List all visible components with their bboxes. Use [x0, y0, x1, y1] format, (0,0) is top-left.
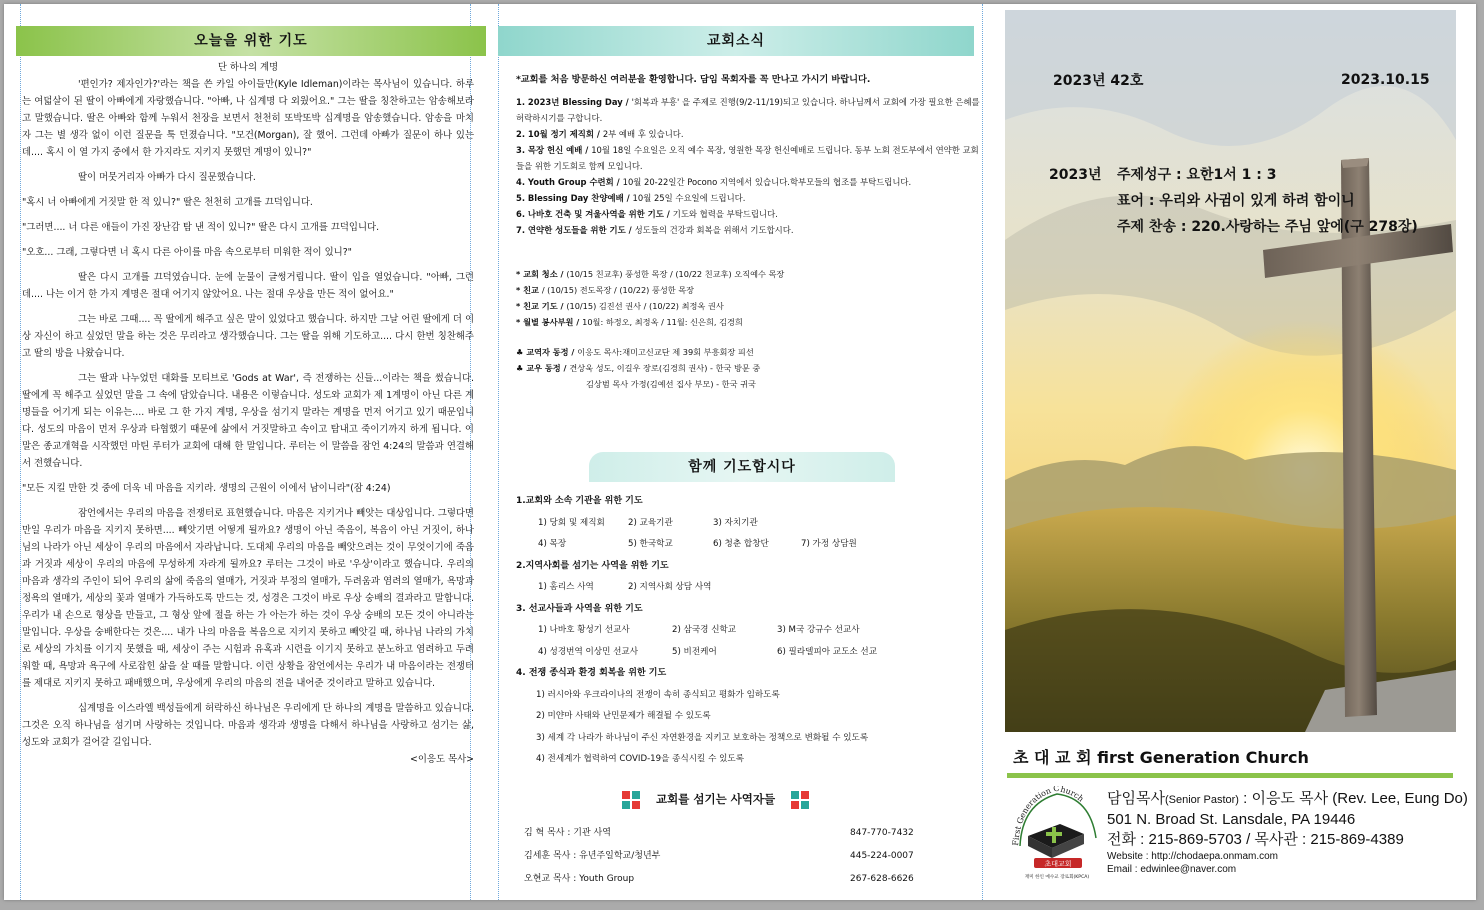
staff-title: 교회를 섬기는 사역자들 [656, 792, 776, 806]
devotional-paragraph: 잠언에서는 우리의 마음을 전쟁터로 표현했습니다. 마음은 지키거나 빼앗는 대상입니다. 그렇다면 만일 우리가 마음을 지키지 못하면.... 빼앗기면 어떻게 될까요? 생명이 아닌 죽음이, 복음이 아닌 거짓이, 하나님의 나라가 아닌 세상이 우리의 마음에서 자라납니다. 도대체 우리의 마음을 빼앗으려는 것이 무엇이기에 죽음과 거짓과 세상이 우리의 마음에 무성하게 자라게 될까요? 루터는 그것이 바로 '우상'이라고 했습니다. 우리의 마음과 생각의 주인이 되어 우리의 삶에 죽음의 열매가, 거짓과 부정의 열매가, 두려움과 염려의 열매가, 욕망과 정욕의 열매가, 세상의 꽃과 열매가 가득하도록 만드는 것, 성경은 그것이 바로 우상 숭배의 결과라고 말합니다. 우리가 내 손으로 형상을 만들고, 그 형상 앞에 절을 하는 가 아는가 하는 것이 우상 숭배의 모든 것이 아니라는 말입니다. 우상을 숭배한다는 것은.... 내가 나의 마음을 복음으로 지키지 못하고 빼앗길 때, 하나님 나라의 가치로 세상의 가치를 이기지 못했을 때, 세상이 주는 시험과 유혹과 시련을 이기지 못하고 분노하고 염려하고 두려워할 때, 욕망과 욕구에 사로잡힌 삶을 살 때를 말합니다. 이런 상황을 잠언에서는 우리가 내 마음이라는 전쟁터를 제대로 지키지 못하고 패배했으며, 우상에게 우리의 마음의 전을 내어준 것이라고 말하고 있습니다. [22, 508, 474, 689]
devotional-subtitle: 단 하나의 계명 [217, 62, 279, 73]
church-address: 501 N. Broad St. Lansdale, PA 19446 [1107, 811, 1356, 828]
church-email[interactable]: Email : edwinlee@naver.com [1107, 864, 1237, 875]
duty-item: * 친교 기도 / (10/15) 김진선 권사 / (10/22) 최정옥 권사 [516, 301, 724, 311]
devotional-paragraph: "그러면.... 너 다른 애들이 가진 장난감 탐 낸 적이 있니?" 딸은 다시 고개를 끄덕입니다. [22, 222, 380, 233]
issue-number: 2023년 42호 [1053, 73, 1144, 89]
prayer-line: 1) 러시아와 우크라이나의 전쟁이 속히 종식되고 평화가 임하도록 [536, 689, 780, 700]
pray-together-header: 함께 기도합시다 [589, 452, 895, 482]
devotional-paragraph: 딸이 머뭇거리자 아빠가 다시 질문했습니다. [78, 172, 256, 183]
devotional-signature: <이응도 목사> [410, 754, 474, 765]
church-news-header: 교회소식 [498, 26, 974, 56]
staff-header [622, 789, 842, 809]
cover-image [1005, 10, 1456, 732]
church-name: 초 대 교 회 first Generation Church [1013, 748, 1309, 767]
bulletin-sheet [4, 4, 1476, 900]
staff-list [524, 822, 944, 891]
divider-bar [1007, 773, 1453, 778]
devotional-paragraph: 그는 바로 그때.... 꼭 딸에게 해주고 싶은 말이 있었다고 했습니다. 하지만 그날 어린 딸에게 더 이상 자신이 하고 싶었던 말을 하는 것은 무리라고 생각했습니다. 그는 딸을 위해 기도하고.... 다시 한번 칭찬해주고 딸의 방을 나왔습니다. [22, 314, 474, 359]
prayer-section-title: 1.교회와 소속 기관을 위한 기도 [516, 496, 643, 506]
church-phone: 전화 : 215-869-5703 / 목사관 : 215-869-4389 [1107, 831, 1404, 848]
theme-verse: 주제성구 : 요한1서 1 : 3 [1117, 167, 1277, 183]
margin-guide [498, 4, 499, 900]
church-logo [1012, 786, 1102, 882]
duty-item: * 월별 봉사부원 / 10월: 하정오, 최정옥 / 11월: 신은희, 김경희 [516, 317, 743, 327]
margin-guide [20, 4, 21, 900]
svg-text:First Generation Church: First Generation Church [1012, 786, 1086, 847]
staff-row: 오현교 목사 : Youth Group 267-628-6626 [524, 874, 914, 884]
visit-item: ♣ 교역자 동정 / 이응도 목사:재미고신교단 제 39회 부흥회장 피선 [516, 347, 754, 357]
prayer-row: 4) 성경번역 이상민 선교사 5) 비전케어 6) 필라델피아 교도소 선교 [538, 646, 878, 657]
prayer-line: 4) 전세계가 협력하여 COVID-19을 종식시킬 수 있도록 [536, 754, 745, 764]
devotional-paragraph: "혹시 너 아빠에게 거짓말 한 적 있니?" 딸은 천천히 고개를 끄덕입니다. [22, 197, 313, 208]
devotional-paragraph: "오호... 그래, 그렇다면 너 혹시 다른 아이를 마음 속으로부터 미워한 적이 있니?" [22, 247, 352, 258]
prayer-row: 4) 목장 5) 한국학교 6) 청춘 합창단 7) 가정 상담원 [538, 539, 857, 549]
staff-row: 김세훈 목사 : 유년주일학교/청년부 445-224-0007 [524, 851, 914, 861]
news-item: 3. 목장 헌신 예배 / 10월 18일 수요일은 오직 예수 목장, 영원한 목장 헌신예배로 드립니다. 동부 노회 전도부에서 연약한 교회들을 위한 기도회로 함께 모입니다. [516, 145, 979, 171]
cross-block-icon [622, 791, 640, 809]
prayer-row: 1) 나바호 황성기 선교사 2) 삼국경 신학교 3) M국 강규수 선교사 [538, 625, 860, 635]
news-item: 4. Youth Group 수련회 / 10월 20-22일간 Pocono 지역에서 있습니다.학부모들의 협조를 부탁드립니다. [516, 177, 912, 187]
news-item: 6. 나바호 건축 및 겨울사역을 위한 기도 / 기도와 협력을 부탁드립니다. [516, 209, 778, 219]
prayer-of-day-header: 오늘을 위한 기도 [16, 26, 486, 56]
issue-date: 2023.10.15 [1341, 72, 1430, 88]
church-news-list [516, 72, 986, 238]
prayer-line: 2) 미얀마 사태와 난민문제가 해결될 수 있도록 [536, 711, 711, 721]
duty-item: * 교회 청소 / (10/15 친교후) 풍성한 목장 / (10/22 친교후) 오직예수 목장 [516, 269, 785, 279]
staff-row: 김 혁 목사 : 기관 사역 847-770-7432 [524, 828, 914, 838]
devotional-quote: "모든 지킬 만한 것 중에 더욱 네 마음을 지키라. 생명의 근원이 이에서 남이니라"(잠 4:24) [22, 483, 391, 494]
prayer-section-title: 3. 선교사들과 사역을 위한 기도 [516, 603, 643, 614]
devotional-paragraph: 딸은 다시 고개를 끄덕였습니다. 눈에 눈물이 글썽거립니다. 딸이 입을 열었습니다. "아빠, 그런데.... 나는 이거 한 가지 계명은 절대 어기지 않았어요. 나는 절대 우상을 만든 적이 없어요." [22, 272, 474, 300]
devotional-paragraph: 그는 딸과 나누었던 대화를 모티브로 'Gods at War', 즉 전쟁하는 신들...이라는 책을 썼습니다. 딸에게 꼭 해주고 싶었던 말을 그 속에 담았습니다. 내용은 이렇습니다. 성도와 교회가 제 1계명이 아닌 다른 계명들을 어기게 되는 이유는.... 바로 그 한 가지 계명, 우상을 섬기지 말라는 계명을 먼저 어기고 있기 때문입니다. 성도의 마음이 먼저 우상과 타협했기 때문에 삶에서 거짓말하고 속이고 탐내고 죽이기까지 하게 됩니다. 이 말은 종교개혁을 시작했던 마틴 루터가 교회에 대해 한 말입니다. 루터는 이 말씀을 잠언 4:24의 말씀과 연결해서 전했습니다. [22, 373, 474, 469]
prayer-row: 1) 홈리스 사역 2) 지역사회 상담 사역 [538, 582, 712, 592]
prayer-section-title: 2.지역사회를 섬기는 사역을 위한 기도 [516, 560, 669, 571]
duty-item: * 친교 / (10/15) 전도목장 / (10/22) 풍성한 목장 [516, 285, 695, 295]
cross-landscape-illustration [1005, 10, 1456, 732]
cross-block-icon [791, 791, 809, 809]
prayer-section-title: 4. 전쟁 종식과 환경 회복을 위한 기도 [516, 668, 667, 678]
pastor-line: 담임목사(Senior Pastor) : 이응도 목사 (Rev. Lee, Eung Do) [1107, 790, 1468, 807]
theme-motto: 표어 : 우리와 사귐이 있게 하려 함이니 [1117, 193, 1355, 209]
prayer-row: 1) 당회 및 제직회 2) 교육기관 3) 자치기관 [538, 517, 758, 528]
welcome-note: *교회를 처음 방문하신 여러분을 환영합니다. 담임 목회자를 꼭 만나고 가시기 바랍니다. [516, 74, 871, 85]
news-item: 5. Blessing Day 찬양예배 / 10월 25일 수요일에 드립니다. [516, 193, 746, 203]
visit-item: 김상범 목사 가정(김예선 집사 부모) - 한국 귀국 [586, 379, 756, 389]
theme-hymn: 주제 찬송 : 220.사랑하는 주님 앞에(구 278장) [1117, 219, 1418, 235]
devotional-paragraph: 십계명을 이스라엘 백성들에게 허락하신 하나님은 우리에게 단 하나의 계명을 말씀하고 있습니다. 그것은 오직 하나님을 섬기며 사랑하는 것입니다. 마음과 생각과 생명을 다해서 하나님을 사랑하고 섬기는 삶, 성도와 교회가 걸어갈 길입니다. [22, 703, 474, 748]
prayer-list [516, 491, 986, 771]
prayer-line: 3) 세계 각 나라가 하나님이 주신 자연환경을 지키고 보호하는 정책으로 변화될 수 있도록 [536, 732, 869, 743]
news-item: 1. 2023년 Blessing Day / '회복과 부흥' 을 주제로 진행(9/2-11/19)되고 있습니다. 하나님께서 교회에 가장 필요한 은혜를 허락하시기를 구합니다. [516, 97, 980, 123]
visit-item: ♣ 교우 동정 / 견상욱 성도, 이길우 장로(김경희 권사) - 한국 방문 중 [516, 363, 761, 373]
church-contact-info [1107, 789, 1468, 876]
svg-text:초대교회: 초대교회 [1044, 860, 1072, 868]
service-duty-list [516, 266, 986, 392]
devotional-column [22, 59, 474, 768]
church-website[interactable]: Website : http://chodaepa.onmam.com [1107, 851, 1279, 862]
svg-text:재미 한인 예수교 장로회(KPCA): 재미 한인 예수교 장로회(KPCA) [1024, 875, 1090, 880]
devotional-paragraph: '편인가? 제자인가?'라는 책을 쓴 카일 아이들만(Kyle Idleman)이라는 목사님이 있습니다. 하루는 여덟살이 된 딸이 아빠에게 자랑했습니다. "아빠, 나 십계명 다 외웠어요." 그는 딸을 칭찬하고는 암송해보라고 말했습니다. 딸은 아빠와 함께 누워서 천장을 보면서 천천히 또박또박 십계명을 암송했습니다. 암송을 마치자 그는 별 생각 없이 이런 질문을 툭 던졌습니다. "모건(Morgan), 잘 했어. 그런데 아빠가 질문이 하나 있는데.... 혹시 이 열 가지 중에서 한 가지라도 지키지 못했던 계명이 있니?" [22, 79, 474, 158]
theme-year: 2023년 [1049, 167, 1102, 183]
news-item: 7. 연약한 성도들을 위한 기도 / 성도들의 건강과 회복을 위해서 기도합시다. [516, 225, 794, 235]
news-item: 2. 10월 정기 제직회 / 2부 예배 후 있습니다. [516, 129, 684, 139]
